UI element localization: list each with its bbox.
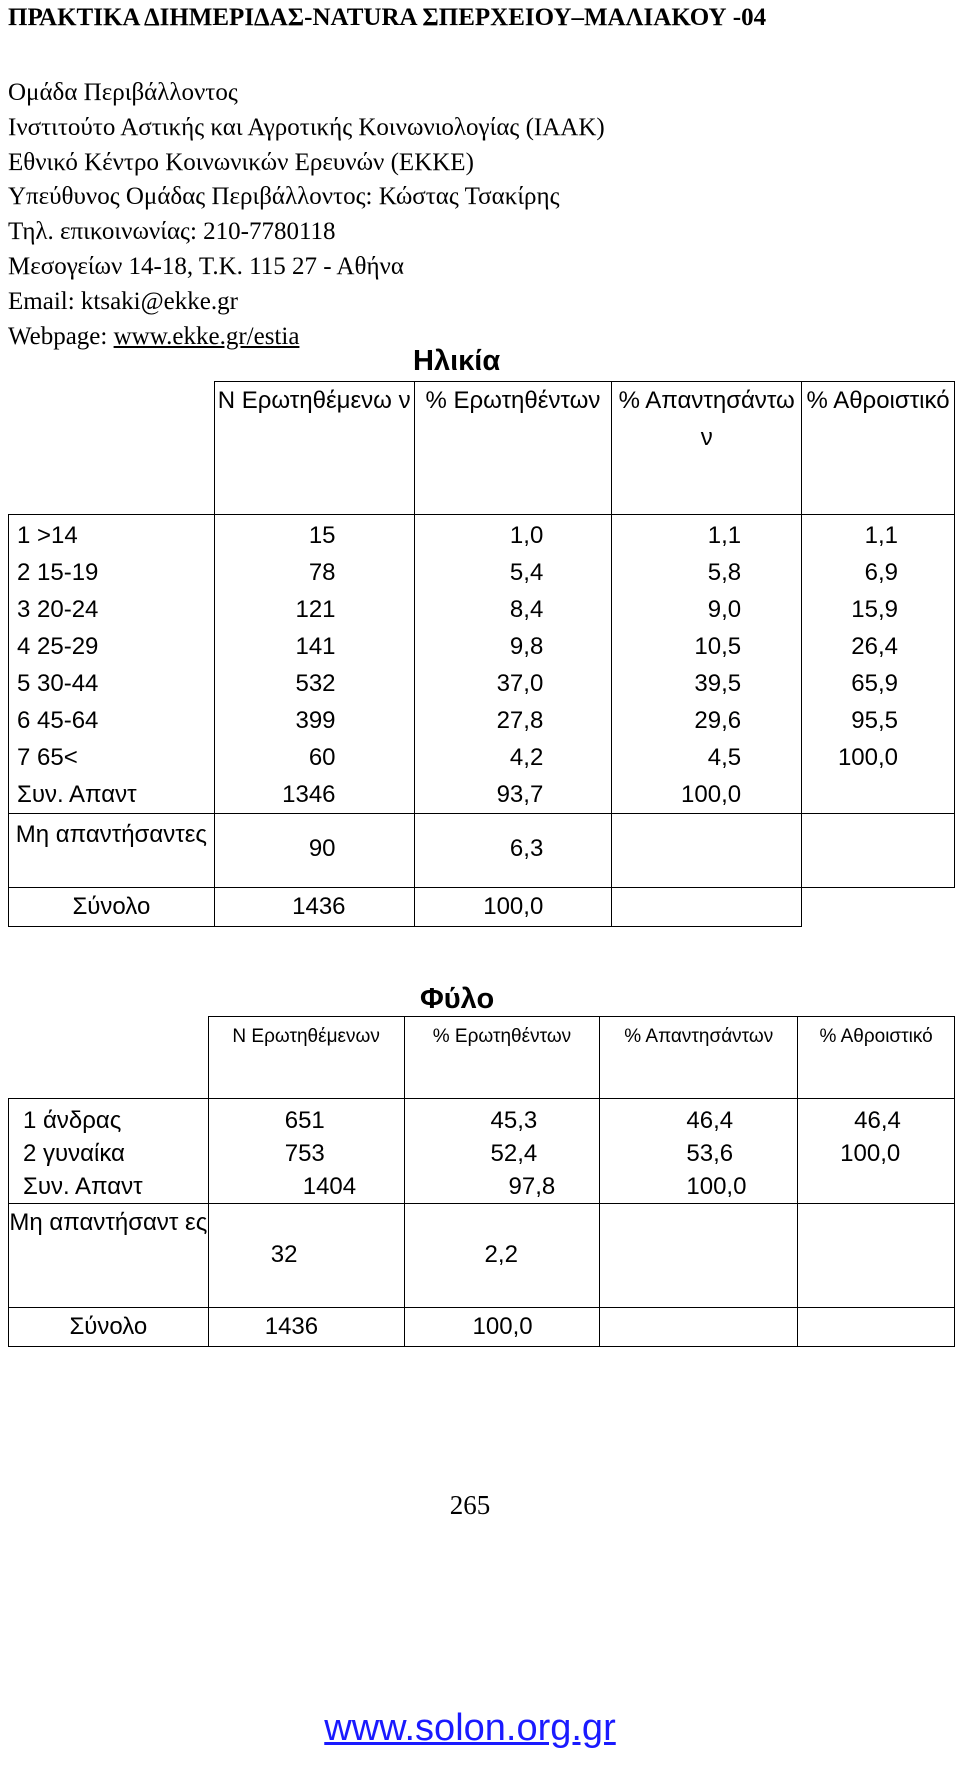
gender-row-label: 2 γυναίκα [23, 1140, 125, 1167]
gender-row-cum: 100,0 [840, 1140, 901, 1167]
gender-table [8, 1016, 955, 1347]
age-row-label: 1 >14 [17, 522, 78, 549]
age-row-pct: 4,2 [509, 744, 544, 771]
age-row-label: 7 65< [17, 744, 78, 771]
age-row-pct: 1,0 [509, 522, 544, 549]
age-header-n: N Ερωτηθέμενω ν [214, 382, 414, 515]
gender-row-n: 651 [284, 1107, 325, 1134]
gender-total-row [9, 1308, 955, 1347]
age-row-n: 78 [308, 559, 336, 586]
gender-row-pct-resp: 100,0 [686, 1173, 747, 1200]
age-row-n: 399 [295, 707, 336, 734]
age-header-blank [9, 382, 215, 515]
age-row-pct-resp: 100,0 [681, 781, 742, 808]
page-number: 265 [449, 1490, 491, 1520]
age-total-pct: 100,0 [414, 888, 612, 927]
age-row-pct-resp: 39,5 [694, 670, 742, 697]
gender-total-empty [600, 1308, 798, 1347]
gender-row-cum: 46,4 [854, 1107, 901, 1134]
gender-row-pct-resp: 46,4 [686, 1107, 734, 1134]
age-row-pct: 8,4 [509, 596, 544, 623]
age-row-label: 2 15-19 [17, 559, 99, 586]
gender-row-n: 1404 [302, 1173, 357, 1200]
age-table-title: Ηλικία [413, 345, 501, 377]
age-missing-empty [612, 814, 802, 888]
age-row-n: 15 [308, 522, 336, 549]
gender-total-pct: 100,0 [404, 1308, 600, 1347]
footer-link[interactable]: www.solon.org.gr [324, 1707, 616, 1749]
gender-missing-n: 32 [208, 1204, 404, 1308]
gender-header-cum: % Αθροιστικό [798, 1017, 955, 1099]
age-row-cum: 15,9 [851, 596, 898, 623]
age-row-pct: 5,4 [509, 559, 544, 586]
age-total-n: 1436 [214, 888, 414, 927]
age-missing-row [9, 814, 955, 888]
contact-block [8, 76, 605, 354]
age-header-pct: % Ερωτηθέντων [414, 382, 612, 515]
age-row-pct: 27,8 [496, 707, 544, 734]
contact-responsible: Υπεύθυνος Ομάδας Περιβάλλοντος: Κώστας Τσακίρης [8, 183, 560, 211]
age-row-n: 1346 [282, 781, 336, 808]
age-row-n: 121 [295, 596, 336, 623]
contact-email: Email: ktsaki@ekke.gr [8, 287, 238, 315]
age-data-block [9, 515, 955, 814]
gender-missing-pct: 2,2 [404, 1204, 600, 1308]
age-row-label: 3 20-24 [17, 596, 99, 623]
gender-total-n: 1436 [208, 1308, 404, 1347]
gender-row-label: 1 άνδρας [23, 1107, 122, 1134]
gender-total-empty [798, 1308, 955, 1347]
age-row-pct: 93,7 [496, 781, 544, 808]
age-row-cum: 6,9 [864, 559, 898, 586]
age-row-pct: 9,8 [509, 633, 544, 660]
age-table [8, 381, 955, 927]
gender-header-blank [9, 1017, 209, 1099]
page-header-title: ΠΡΑΚΤΙΚΑ ΔΙΗΜΕΡΙΔΑΣ-NATURA ΣΠΕΡΧΕΙΟΥ–ΜΑΛΙΑΚΟΥ -04 [8, 4, 767, 31]
gender-row-pct: 97,8 [508, 1173, 556, 1200]
gender-header-n: N Ερωτηθέμενων [208, 1017, 404, 1099]
gender-row-label: Συν. Απαντ [23, 1173, 143, 1200]
age-total-row [9, 888, 955, 927]
age-row-pct-resp: 4,5 [707, 744, 742, 771]
age-row-n: 60 [308, 744, 336, 771]
age-header-pct-resp: % Απαντησάντω ν [612, 382, 802, 515]
age-missing-label: Μη απαντήσαντες [9, 814, 215, 888]
age-row-label: 6 45-64 [17, 707, 99, 734]
age-total-empty [612, 888, 802, 927]
gender-missing-label: Μη απαντήσαντ ες [9, 1204, 209, 1308]
gender-row-pct-resp: 53,6 [686, 1140, 734, 1167]
age-header-row [9, 382, 955, 515]
age-total-label: Σύνολο [9, 888, 215, 927]
age-row-n: 141 [295, 633, 336, 660]
age-row-pct: 37,0 [496, 670, 544, 697]
contact-group-name: Ομάδα Περιβάλλοντος [8, 79, 238, 106]
age-row-label: 5 30-44 [17, 670, 99, 697]
contact-phone: Τηλ. επικοινωνίας: 210-7780118 [8, 218, 336, 246]
age-row-cum: 1,1 [864, 522, 898, 549]
contact-institute: Ινστιτούτο Αστικής και Αγροτικής Κοινωνιολογίας (ΙΑΑΚ) [8, 113, 605, 141]
age-row-n: 532 [295, 670, 336, 697]
age-header-cum: % Αθροιστικό [802, 382, 955, 515]
gender-header-row [9, 1017, 955, 1099]
gender-missing-empty [798, 1204, 955, 1308]
gender-header-pct: % Ερωτηθέντων [404, 1017, 600, 1099]
gender-table-title: Φύλο [420, 983, 495, 1015]
age-row-pct-resp: 29,6 [694, 707, 742, 734]
age-missing-n: 90 [214, 814, 414, 888]
age-row-cum: 26,4 [851, 633, 898, 660]
age-row-pct-resp: 9,0 [707, 596, 742, 623]
webpage-link[interactable]: www.ekke.gr/estia [113, 322, 300, 350]
age-missing-empty [802, 814, 955, 888]
age-row-pct-resp: 5,8 [707, 559, 742, 586]
gender-header-pct-resp: % Απαντησάντων [600, 1017, 798, 1099]
age-row-pct-resp: 1,1 [707, 522, 742, 549]
age-row-cum: 100,0 [837, 744, 898, 771]
contact-address: Μεσογείων 14-18, Τ.Κ. 115 27 - Αθήνα [8, 252, 404, 280]
age-row-pct-resp: 10,5 [694, 633, 742, 660]
age-missing-pct: 6,3 [414, 814, 612, 888]
gender-missing-row [9, 1204, 955, 1308]
age-row-label: Συν. Απαντ [17, 781, 137, 808]
age-row-cum: 95,5 [851, 707, 898, 734]
gender-data-block [9, 1099, 955, 1204]
gender-total-label: Σύνολο [9, 1308, 209, 1347]
gender-row-n: 753 [284, 1140, 325, 1167]
age-row-cum: 65,9 [851, 670, 898, 697]
contact-webpage [8, 320, 605, 355]
webpage-label: Webpage: [8, 322, 114, 350]
contact-center: Εθνικό Κέντρο Κοινωνικών Ερευνών (ΕΚΚΕ) [8, 148, 474, 176]
gender-missing-empty [600, 1204, 798, 1308]
gender-row-pct: 45,3 [490, 1107, 538, 1134]
gender-row-pct: 52,4 [490, 1140, 538, 1167]
age-row-label: 4 25-29 [17, 633, 99, 660]
age-total-empty [802, 888, 955, 927]
